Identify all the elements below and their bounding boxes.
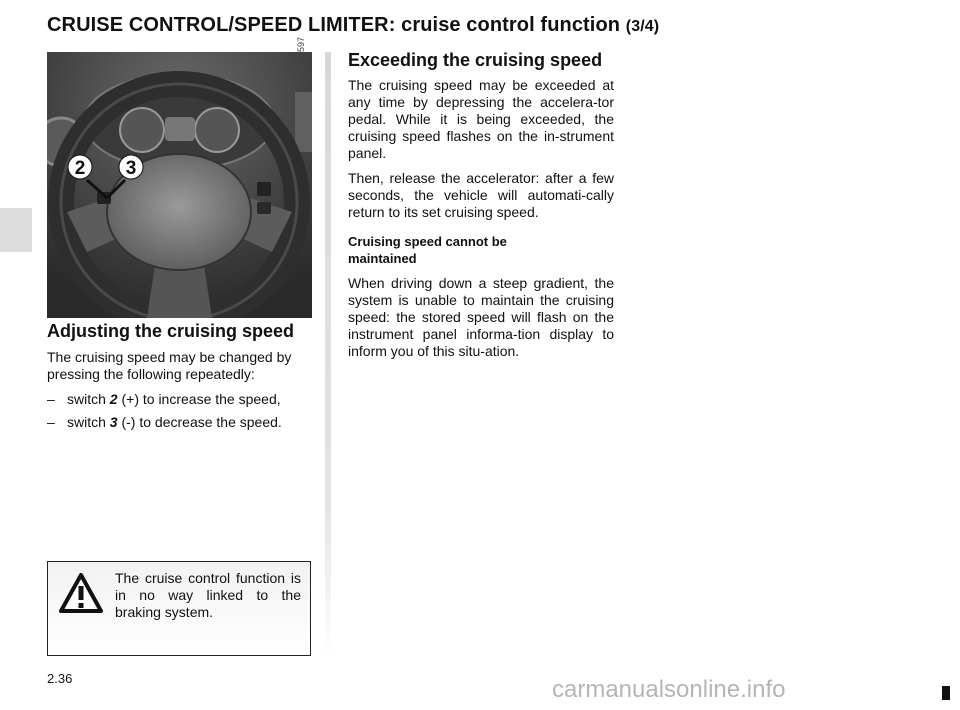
bullet-text: (+) to increase the speed, [117, 391, 281, 407]
bullet-decrease [47, 414, 282, 431]
column-divider [325, 52, 331, 657]
title-part: (3/4) [625, 18, 660, 35]
bullet-text: switch [67, 414, 110, 430]
switch-number: 3 [109, 414, 118, 430]
section-tab [0, 208, 32, 252]
title-text: CRUISE CONTROL/SPEED LIMITER: cruise control function [47, 14, 621, 36]
steering-wheel-figure [47, 52, 312, 318]
right-para-3: When driving down a steep gradient, the system is unable to maintain the cruising speed: the stored speed will flash on the instrument panel informa-tion display to inform you of this situ-ation. [348, 275, 614, 359]
right-heading: Exceeding the cruising speed [348, 50, 603, 70]
warning-text: The cruise control function is in no way linked to the braking system. [115, 570, 301, 620]
watermark: carmanualsonline.info [552, 676, 786, 703]
page-title [47, 14, 659, 37]
left-intro: The cruising speed may be changed by pressing the following repeatedly: [47, 349, 292, 382]
warning-triangle-icon [58, 572, 104, 614]
right-para-2: Then, release the accelerator: after a few seconds, the vehicle will automati-cally return to its set cruising speed. [348, 170, 614, 220]
callout-2: 2 [74, 158, 86, 179]
page-number: 2.36 [47, 671, 73, 686]
bullet-increase [47, 391, 281, 408]
bullet-text: (-) to decrease the speed. [117, 414, 282, 430]
left-heading: Adjusting the cruising speed [47, 321, 295, 341]
bullet-text: switch [67, 391, 110, 407]
switch-number: 2 [109, 391, 118, 407]
warning-box [47, 561, 311, 656]
steering-wheel-illustration [47, 52, 312, 318]
figure-reference-code: 35597 [296, 36, 306, 62]
bullet-dash: – [47, 391, 55, 407]
right-para-1: The cruising speed may be exceeded at any time by depressing the accelera-tor pedal. While it is being exceeded, the cruising speed flashes on the in-strument panel. [348, 77, 614, 161]
callout-3: 3 [125, 158, 137, 179]
page-edge-marker [942, 686, 950, 700]
bullet-dash: – [47, 414, 55, 430]
right-subheading: Cruising speed cannot be maintained [348, 234, 507, 266]
